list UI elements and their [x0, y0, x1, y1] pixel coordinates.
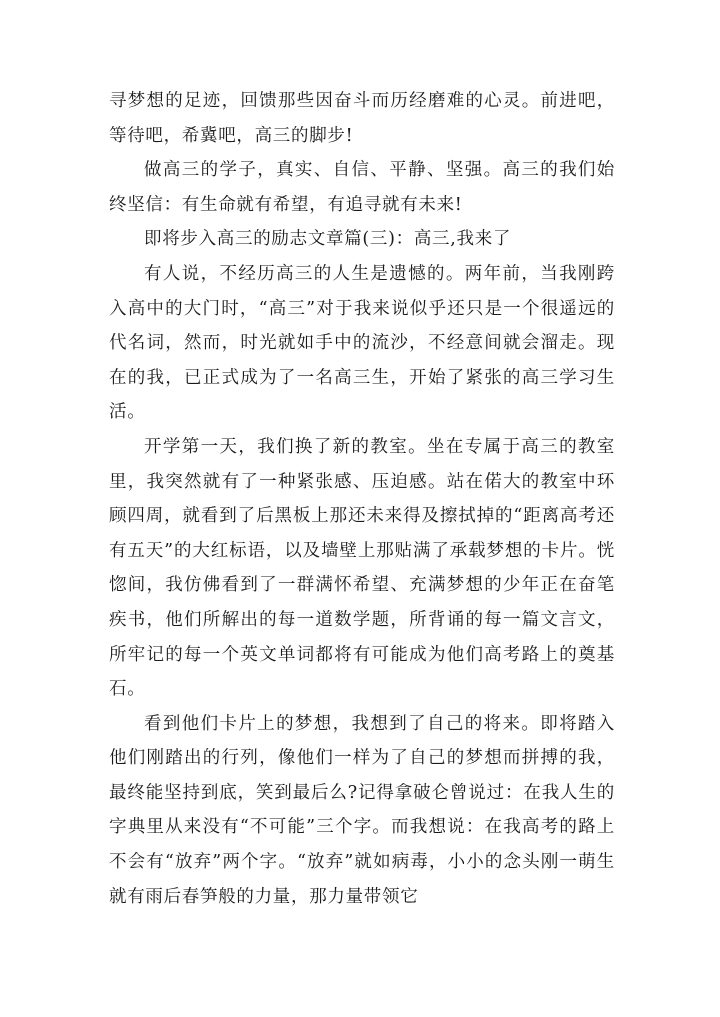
section-heading: 即将步入高三的励志文章篇(三)：高三,我来了 — [144, 229, 512, 250]
paragraph-continuation: 寻梦想的足迹，回馈那些因奋斗而历经磨难的心灵。前进吧，等待吧，希冀吧，高三的脚步! — [109, 91, 615, 146]
article-body — [109, 84, 615, 914]
paragraph: 开学第一天，我们换了新的教室。坐在专属于高三的教室里，我突然就有了一种紧张感、压迫感。站在偌大的教室中环顾四周，就看到了后黑板上那还未来得及擦拭掉的“距离高考还有五天”的大红标语，以及墙壁上那贴满了承载梦想的卡片。恍惚间，我仿佛看到了一群满怀希望、充满梦想的少年正在奋笔疾书，他们所解出的每一道数学题，所背诵的每一篇文言文，所牢记的每一个英文单词都将有可能成为他们高考路上的奠基石。 — [109, 436, 615, 700]
paragraph: 做高三的学子，真实、自信、平静、坚强。高三的我们始终坚信：有生命就有希望，有追寻就有未来! — [109, 160, 615, 215]
paragraph: 看到他们卡片上的梦想，我想到了自己的将来。即将踏入他们刚踏出的行列，像他们一样为了自己的梦想而拼搏的我，最终能坚持到底，笑到最后么?记得拿破仑曾说过：在我人生的字典里从来没有“不可能”三个字。而我想说：在我高考的路上不会有“放弃”两个字。“放弃”就如病毒，小小的念头刚一萌生就有雨后春笋般的力量，那力量带领它 — [109, 713, 615, 907]
paragraph: 有人说，不经历高三的人生是遗憾的。两年前，当我刚跨入高中的大门时，“高三”对于我来说似乎还只是一个很遥远的代名词，然而，时光就如手中的流沙，不经意间就会溜走。现在的我，已正式成为了一名高三生，开始了紧张的高三学习生活。 — [109, 263, 615, 423]
